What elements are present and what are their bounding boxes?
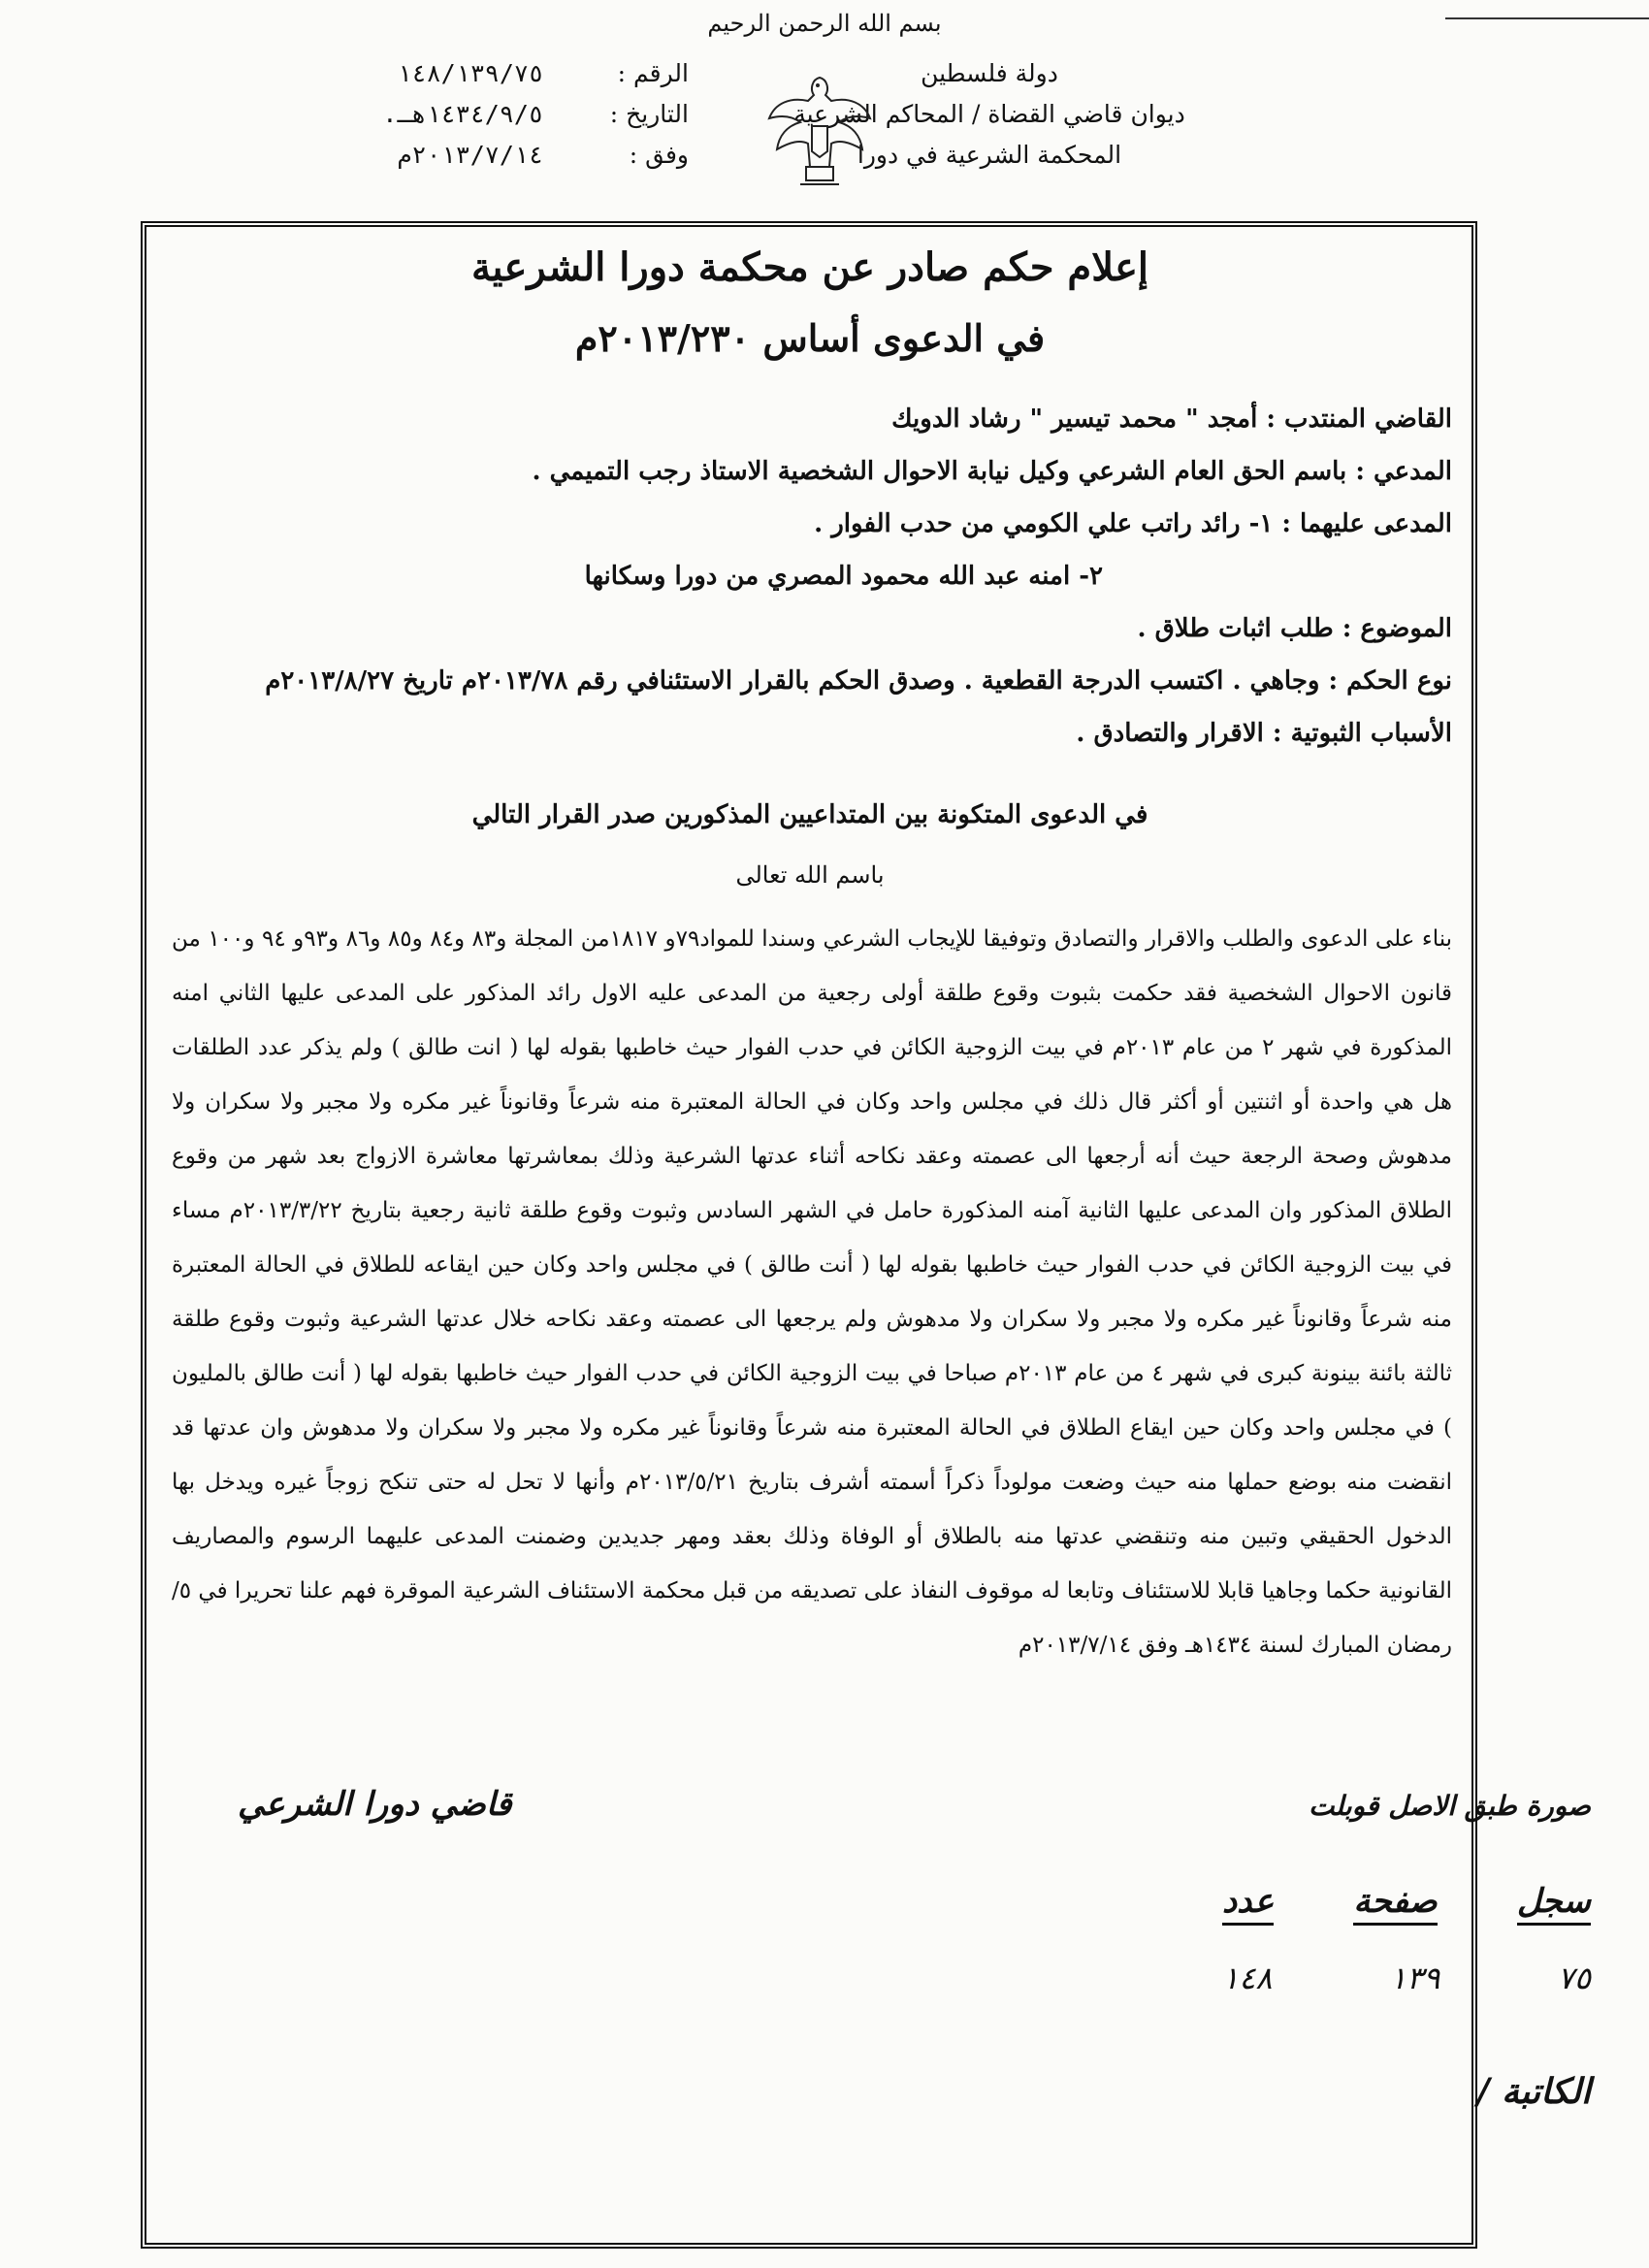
subject-field: الموضوع : طلب اثبات طلاق . [1137, 614, 1452, 643]
register-header: سجل [1517, 1882, 1591, 1926]
case-number: في الدعوى أساس ٢٠١٣/٢٣٠م [574, 316, 1046, 360]
defendant-field: ٢- امنه عبد الله محمود المصري من دورا وسكانها [584, 562, 1103, 591]
reference-row [340, 53, 689, 94]
judge-signature: قاضي دورا الشرعي [238, 1785, 512, 1824]
evidence-field: الأسباب الثبوتية : الاقرار والتصادق . [1076, 719, 1452, 748]
register-headers [1222, 1882, 1591, 1926]
authority-line: المحكمة الشرعية في دورا [857, 141, 1122, 169]
case-fields [172, 393, 1452, 760]
basmala-ruling: باسم الله تعالى [735, 861, 885, 889]
register-value: ١٣٩ [1389, 1960, 1440, 1996]
authority-line: دولة فلسطين [921, 59, 1058, 87]
clerk-signature: الكاتبة / [1476, 2071, 1591, 2112]
register-values [1222, 1960, 1591, 1996]
reference-value: ١٤٨/١٣٩/٧٥ [397, 59, 543, 87]
ruling-intro: في الدعوى المتكونة بين المتداعيين المذكورين صدر القرار التالي [471, 800, 1148, 829]
certified-copy-note: صورة طبق الاصل قوبلت [1309, 1790, 1591, 1822]
reference-block [340, 53, 689, 176]
reference-row [340, 135, 689, 176]
reference-row [340, 94, 689, 135]
ruling-paragraph: بناء على الدعوى والطلب والاقرار والتصادق وتوفيقا للإيجاب الشرعي وسندا للمواد٧٩و ١٨١٧من المجلة و٨٣ و٨٤ و٨٥ و٨٦ و٩٣و ٩٤ و١٠٠ من قانون الاحوال الشخصية فقد حكمت بثبوت وقوع طلقة أولى رجعية من المدعى عليه الاول رائد المذكور على المدعى عليها الثاني امنه المذكورة في شهر ٢ من عام ٢٠١٣م في بيت الزوجية الكائن في حدب الفوار حيث خاطبها بقوله لها ( انت طالق ) ولم يذكر عدد الطلقات هل هي واحدة أو اثنتين أو أكثر قال ذلك في مجلس واحد وكان في الحالة المعتبرة منه شرعاً وقانوناً غير مكره ولا مجبر ولا سكران ولا مدهوش وصحة الرجعة حيث أنه أرجعها الى عصمته وعقد نكاحه أثناء عدتها الشرعية وذلك بمعاشرتها معاشرة الازواج بعد شهر من وقوع الطلاق المذكور وان المدعى عليها الثانية آمنه المذكورة حامل في الشهر السادس وثبوت وقوع طلقة ثانية رجعية بتاريخ ٢٠١٣/٣/٢٢م مساء في بيت الزوجية الكائن في حدب الفوار حيث خاطبها بقوله لها ( أنت طالق ) في مجلس واحد وكان حين ايقاعه للطلاق في الحالة المعتبرة منه شرعاً وقانوناً غير مكره ولا مجبر ولا سكران ولا مدهوش ولم يرجعها الى عصمته وعقد نكاحه خلال عدتها الشرعية وثبوت وقوع طلقة ثالثة بائنة بينونة كبرى في شهر ٤ من عام ٢٠١٣م صباحا في بيت الزوجية الكائن في حدب الفوار حيث خاطبها بقوله لها ( أنت طالق بالمليون ) في مجلس واحد وكان حين ايقاع الطلاق في الحالة المعتبرة منه شرعاً وقانوناً غير مكره ولا مجبر ولا سكران ولا مدهوش وان عدتها قد انقضت منه بوضع حملها منه حيث وضعت مولوداً ذكراً أسمته أشرف بتاريخ ٢٠١٣/٥/٢١م وأنها لا تحل له حتى تنكح زوجاً غيره ويدخل بها الدخول الحقيقي وتبين منه وتنقضي عدتها منه بالطلاق أو الوفاة وذلك بعقد ومهر جديدين وضمنت المدعى عليهما الرسوم والمصاريف القانونية حكما وجاهيا قابلا للاستئناف وتابعا له موقوف النفاذ على تصديقه من قبل محكمة الاستئناف الشرعية الموقرة فهم علنا تحريرا في ٥/ رمضان المبارك لسنة ١٤٣٤هـ وفق ٢٠١٣/٧/١٤م [172, 926, 1453, 1658]
gregorian-label: وفق : [629, 141, 689, 169]
plaintiff-field: المدعي : باسم الحق العام الشرعي وكيل نيابة الاحوال الشخصية الاستاذ رجب التميمي . [532, 457, 1452, 486]
register-value: ٧٥ [1557, 1960, 1591, 1996]
register-header: عدد [1222, 1882, 1274, 1926]
judge-field: القاضي المنتدب : أمجد " محمد تيسير " رشاد الدويك [891, 405, 1452, 434]
reference-label: الرقم : [617, 59, 689, 87]
ruling-type-field: نوع الحكم : وجاهي . اكتسب الدرجة القطعية . وصدق الحكم بالقرار الاستئنافي رقم ٢٠١٣/٧٨م تاريخ ٢٠١٣/٨/٢٧م [265, 666, 1452, 696]
document-content [150, 233, 1470, 2231]
ruling-body [172, 912, 1452, 1672]
document-title: إعلام حكم صادر عن محكمة دورا الشرعية [470, 244, 1149, 290]
date-label: التاريخ : [609, 100, 689, 128]
register-value: ١٤٨ [1222, 1960, 1273, 1996]
gregorian-date-value: ٢٠١٣/٧/١٤م [397, 141, 543, 169]
authority-line: ديوان قاضي القضاة / المحاكم الشرعية [793, 100, 1185, 128]
hijri-date-value: ١٤٣٤/٩/٥هـ. [382, 100, 543, 128]
defendant-field: المدعى عليهما : ١- رائد راتب علي الكومي من حدب الفوار . [814, 509, 1452, 538]
palestinian-eagle-emblem-icon [761, 58, 878, 194]
register-header: صفحة [1353, 1882, 1437, 1926]
basmala-header: بسم الله الرحمن الرحيم [707, 10, 942, 37]
